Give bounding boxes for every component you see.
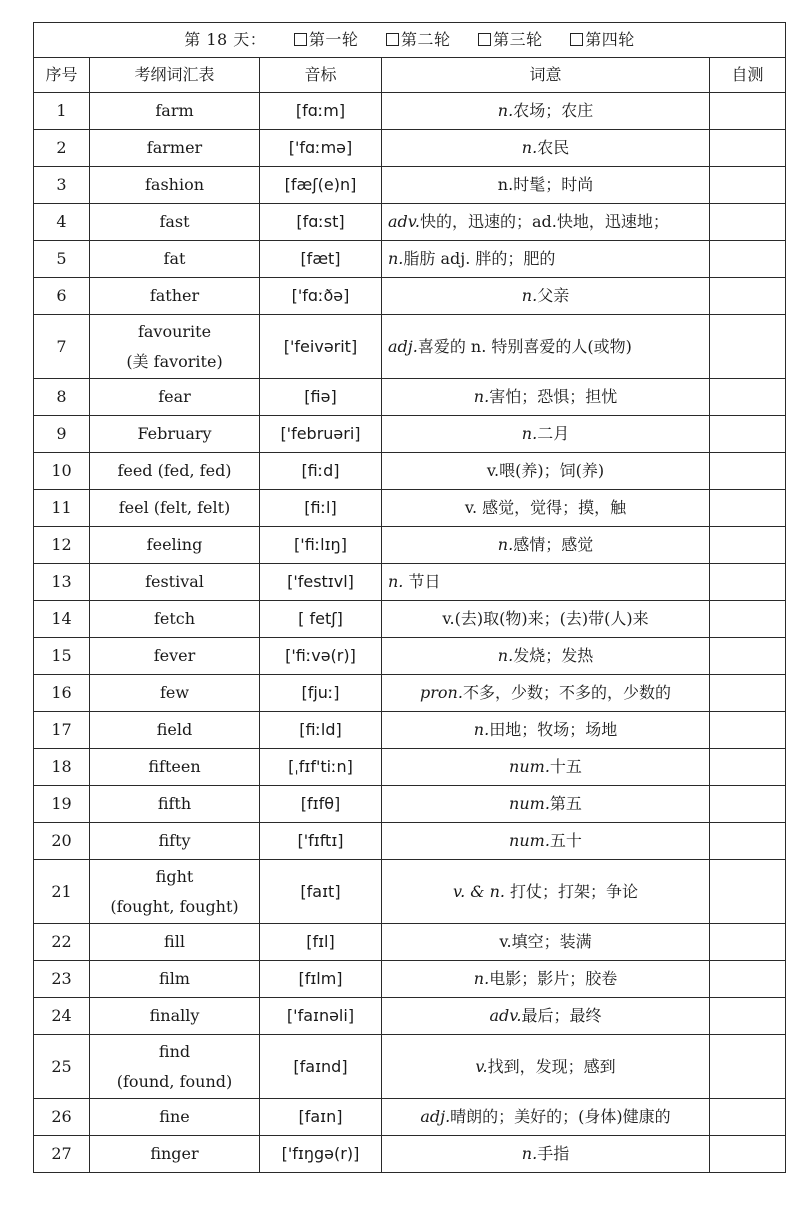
row-number: 6 xyxy=(34,278,90,315)
meaning-cell xyxy=(382,961,710,998)
row-number: 16 xyxy=(34,675,90,712)
self-test-cell[interactable] xyxy=(710,379,786,416)
word-cell xyxy=(90,379,260,416)
part-of-speech: n. xyxy=(473,387,490,406)
meaning-text: 节日 xyxy=(403,572,441,591)
phonetic-cell: [fɑːm] xyxy=(260,93,382,130)
day-header xyxy=(34,23,786,58)
self-test-cell[interactable] xyxy=(710,1035,786,1099)
meaning-cell xyxy=(382,998,710,1035)
word-text: favourite xyxy=(137,321,212,341)
meaning-text: n.时髦；时尚 xyxy=(497,175,594,194)
word-text: find xyxy=(158,1041,191,1061)
self-test-cell[interactable] xyxy=(710,490,786,527)
checkbox-icon xyxy=(386,33,399,46)
word-text: field xyxy=(156,720,193,739)
row-number: 1 xyxy=(34,93,90,130)
meaning-text: 最后；最终 xyxy=(521,1006,602,1025)
phonetic-cell: ['feivərit] xyxy=(260,315,382,379)
row-number: 4 xyxy=(34,204,90,241)
phonetic-cell: [ˌfɪf'tiːn] xyxy=(260,749,382,786)
part-of-speech: num. xyxy=(509,831,550,850)
meaning-cell xyxy=(382,93,710,130)
part-of-speech: n. xyxy=(521,1144,538,1163)
row-number: 3 xyxy=(34,167,90,204)
word-cell xyxy=(90,749,260,786)
round-4[interactable]: 第四轮 xyxy=(570,30,635,49)
self-test-cell[interactable] xyxy=(710,278,786,315)
table-row xyxy=(34,130,786,167)
phonetic-cell: [fiːld] xyxy=(260,712,382,749)
self-test-cell[interactable] xyxy=(710,527,786,564)
self-test-cell[interactable] xyxy=(710,712,786,749)
word-text: fifteen xyxy=(148,757,201,776)
word-text: finger xyxy=(150,1144,199,1163)
row-number: 23 xyxy=(34,961,90,998)
word-text: fetch xyxy=(153,609,196,628)
self-test-cell[interactable] xyxy=(710,416,786,453)
table-row xyxy=(34,527,786,564)
col-header-number: 序号 xyxy=(34,58,90,93)
row-number: 11 xyxy=(34,490,90,527)
row-number: 5 xyxy=(34,241,90,278)
part-of-speech: num. xyxy=(509,757,550,776)
part-of-speech: n. xyxy=(521,286,538,305)
meaning-cell xyxy=(382,749,710,786)
row-number: 15 xyxy=(34,638,90,675)
row-number: 2 xyxy=(34,130,90,167)
meaning-cell xyxy=(382,490,710,527)
word-text: feed (fed, fed) xyxy=(117,461,232,480)
word-text: finally xyxy=(149,1006,200,1025)
meaning-text: v. 感觉，觉得；摸，触 xyxy=(464,498,627,517)
part-of-speech: v. xyxy=(475,1056,488,1076)
row-number: 18 xyxy=(34,749,90,786)
self-test-cell[interactable] xyxy=(710,749,786,786)
col-header-phonetic: 音标 xyxy=(260,58,382,93)
self-test-cell[interactable] xyxy=(710,638,786,675)
phonetic-cell: [fjuː] xyxy=(260,675,382,712)
phonetic-cell: [fɪlm] xyxy=(260,961,382,998)
row-number: 21 xyxy=(34,860,90,924)
phonetic-cell: ['fɪŋgə(r)] xyxy=(260,1136,382,1173)
word-text: festival xyxy=(145,572,204,591)
phonetic-cell: [fiːd] xyxy=(260,453,382,490)
meaning-cell xyxy=(382,453,710,490)
phonetic-cell: ['fiːlɪŋ] xyxy=(260,527,382,564)
word-text: few xyxy=(159,683,190,702)
self-test-cell[interactable] xyxy=(710,167,786,204)
phonetic-cell: [fæʃ(e)n] xyxy=(260,167,382,204)
self-test-cell[interactable] xyxy=(710,564,786,601)
meaning-cell xyxy=(382,527,710,564)
word-text: fashion xyxy=(144,175,205,194)
row-number: 8 xyxy=(34,379,90,416)
table-row xyxy=(34,638,786,675)
part-of-speech: pron. xyxy=(420,683,463,702)
word-text: fine xyxy=(159,1107,190,1126)
self-test-cell[interactable] xyxy=(710,1099,786,1136)
table-row xyxy=(34,278,786,315)
word-cell xyxy=(90,675,260,712)
word-cell xyxy=(90,167,260,204)
phonetic-cell: ['festɪvl] xyxy=(260,564,382,601)
word-variant: (fought, fought) xyxy=(110,896,239,916)
meaning-text: 脂肪 adj. 胖的；肥的 xyxy=(403,249,556,268)
vocab-sheet xyxy=(33,22,785,1173)
part-of-speech: adv. xyxy=(489,1006,522,1025)
table-row xyxy=(34,823,786,860)
meaning-cell xyxy=(382,167,710,204)
row-number: 7 xyxy=(34,315,90,379)
word-text: film xyxy=(159,969,190,988)
word-cell xyxy=(90,860,260,924)
word-text: fifth xyxy=(157,794,192,813)
row-number: 20 xyxy=(34,823,90,860)
self-test-cell[interactable] xyxy=(710,924,786,961)
table-row xyxy=(34,749,786,786)
self-test-cell[interactable] xyxy=(710,93,786,130)
self-test-cell[interactable] xyxy=(710,961,786,998)
table-row xyxy=(34,675,786,712)
round-1[interactable]: 第一轮 xyxy=(294,30,359,49)
phonetic-cell: [fæt] xyxy=(260,241,382,278)
meaning-text: 发烧；发热 xyxy=(513,646,594,665)
row-number: 14 xyxy=(34,601,90,638)
checkbox-icon xyxy=(294,33,307,46)
table-row xyxy=(34,564,786,601)
meaning-text: 打仗；打架；争论 xyxy=(504,881,639,901)
phonetic-cell: [ fetʃ] xyxy=(260,601,382,638)
meaning-text: v.填空；装满 xyxy=(499,932,592,951)
word-cell xyxy=(90,1136,260,1173)
phonetic-cell: [faɪt] xyxy=(260,860,382,924)
row-number: 27 xyxy=(34,1136,90,1173)
word-text: February xyxy=(137,424,212,443)
word-variant: (found, found) xyxy=(116,1071,233,1091)
meaning-text: 十五 xyxy=(549,757,582,776)
part-of-speech: n. xyxy=(473,969,490,988)
word-cell xyxy=(90,490,260,527)
self-test-cell[interactable] xyxy=(710,241,786,278)
self-test-cell[interactable] xyxy=(710,453,786,490)
word-cell xyxy=(90,416,260,453)
table-row xyxy=(34,924,786,961)
meaning-cell xyxy=(382,379,710,416)
table-row xyxy=(34,490,786,527)
self-test-cell[interactable] xyxy=(710,315,786,379)
row-number: 24 xyxy=(34,998,90,1035)
meaning-text: 害怕；恐惧；担忧 xyxy=(489,387,618,406)
table-row xyxy=(34,204,786,241)
row-number: 25 xyxy=(34,1035,90,1099)
phonetic-cell: [fiə] xyxy=(260,379,382,416)
word-cell xyxy=(90,638,260,675)
meaning-cell xyxy=(382,1099,710,1136)
meaning-cell xyxy=(382,241,710,278)
table-row xyxy=(34,93,786,130)
word-cell xyxy=(90,712,260,749)
col-header-word: 考纲词汇表 xyxy=(90,58,260,93)
word-cell xyxy=(90,924,260,961)
row-number: 26 xyxy=(34,1099,90,1136)
meaning-text: 农场；农庄 xyxy=(513,101,594,120)
self-test-cell[interactable] xyxy=(710,860,786,924)
self-test-cell[interactable] xyxy=(710,204,786,241)
day-label: 第 18 天： xyxy=(184,30,267,49)
meaning-cell xyxy=(382,823,710,860)
word-text: fifty xyxy=(158,831,191,850)
word-cell xyxy=(90,564,260,601)
meaning-text: 电影；影片；胶卷 xyxy=(489,969,618,988)
table-row xyxy=(34,860,786,924)
table-row xyxy=(34,315,786,379)
meaning-cell xyxy=(382,601,710,638)
word-text: fill xyxy=(164,932,185,951)
part-of-speech: num. xyxy=(509,794,550,813)
table-row xyxy=(34,1099,786,1136)
word-text: fight xyxy=(155,866,194,886)
word-cell xyxy=(90,1035,260,1099)
meaning-cell xyxy=(382,130,710,167)
col-header-meaning: 词意 xyxy=(382,58,710,93)
word-text: fear xyxy=(158,387,191,406)
table-row xyxy=(34,1136,786,1173)
meaning-cell xyxy=(382,924,710,961)
meaning-text: 五十 xyxy=(549,831,582,850)
part-of-speech: n. xyxy=(497,646,514,665)
meaning-text: v.(去)取(物)来；(去)带(人)来 xyxy=(442,609,649,628)
meaning-text: 快的，迅速的；ad.快地，迅速地； xyxy=(420,212,669,231)
word-cell xyxy=(90,315,260,379)
round-3[interactable]: 第三轮 xyxy=(478,30,543,49)
part-of-speech: n. xyxy=(388,249,404,268)
meaning-cell xyxy=(382,416,710,453)
row-number: 22 xyxy=(34,924,90,961)
phonetic-cell: [fɪfθ] xyxy=(260,786,382,823)
row-number: 9 xyxy=(34,416,90,453)
meaning-cell xyxy=(382,860,710,924)
meaning-cell xyxy=(382,1136,710,1173)
meaning-text: 父亲 xyxy=(537,286,570,305)
meaning-text: 手指 xyxy=(537,1144,570,1163)
meaning-text: 晴朗的；美好的；(身体)健康的 xyxy=(450,1107,671,1126)
word-text: feel (felt, felt) xyxy=(118,498,231,517)
part-of-speech: n. xyxy=(388,572,404,591)
part-of-speech: v. & n. xyxy=(452,881,505,901)
meaning-text: 感情；感觉 xyxy=(513,535,594,554)
round-2[interactable]: 第二轮 xyxy=(386,30,451,49)
table-row xyxy=(34,961,786,998)
part-of-speech: n. xyxy=(497,535,514,554)
phonetic-cell: [faɪnd] xyxy=(260,1035,382,1099)
phonetic-cell: [faɪn] xyxy=(260,1099,382,1136)
self-test-cell[interactable] xyxy=(710,823,786,860)
row-number: 19 xyxy=(34,786,90,823)
word-text: fast xyxy=(159,212,190,231)
phonetic-cell: ['fɑːðə] xyxy=(260,278,382,315)
vocab-table xyxy=(33,22,786,1173)
word-text: farmer xyxy=(146,138,203,157)
part-of-speech: n. xyxy=(497,101,514,120)
word-text: fat xyxy=(163,249,186,268)
phonetic-cell: ['fɪftɪ] xyxy=(260,823,382,860)
word-cell xyxy=(90,241,260,278)
checkbox-icon xyxy=(478,33,491,46)
phonetic-cell: ['faɪnəli] xyxy=(260,998,382,1035)
word-cell xyxy=(90,823,260,860)
meaning-cell xyxy=(382,638,710,675)
meaning-cell xyxy=(382,315,710,379)
table-row xyxy=(34,601,786,638)
table-row xyxy=(34,416,786,453)
row-number: 10 xyxy=(34,453,90,490)
self-test-cell[interactable] xyxy=(710,1136,786,1173)
meaning-cell xyxy=(382,712,710,749)
word-cell xyxy=(90,961,260,998)
phonetic-cell: [fɑːst] xyxy=(260,204,382,241)
meaning-text: 不多，少数；不多的，少数的 xyxy=(462,683,671,702)
phonetic-cell: ['fɑːmə] xyxy=(260,130,382,167)
table-row xyxy=(34,786,786,823)
word-cell xyxy=(90,1099,260,1136)
table-row xyxy=(34,167,786,204)
part-of-speech: n. xyxy=(521,138,538,157)
meaning-cell xyxy=(382,204,710,241)
meaning-cell xyxy=(382,564,710,601)
self-test-cell[interactable] xyxy=(710,601,786,638)
word-text: father xyxy=(149,286,200,305)
word-cell xyxy=(90,130,260,167)
phonetic-cell: ['fiːvə(r)] xyxy=(260,638,382,675)
meaning-text: 农民 xyxy=(537,138,570,157)
word-text: fever xyxy=(153,646,196,665)
row-number: 17 xyxy=(34,712,90,749)
part-of-speech: adj. xyxy=(420,1107,451,1126)
meaning-cell xyxy=(382,786,710,823)
table-row xyxy=(34,453,786,490)
word-cell xyxy=(90,786,260,823)
word-text: farm xyxy=(155,101,194,120)
word-cell xyxy=(90,93,260,130)
meaning-cell xyxy=(382,1035,710,1099)
part-of-speech: n. xyxy=(521,424,538,443)
part-of-speech: adv. xyxy=(388,212,421,231)
word-cell xyxy=(90,998,260,1035)
phonetic-cell: [fɪl] xyxy=(260,924,382,961)
word-cell xyxy=(90,601,260,638)
word-cell xyxy=(90,527,260,564)
checkbox-icon xyxy=(570,33,583,46)
self-test-cell[interactable] xyxy=(710,786,786,823)
word-cell xyxy=(90,204,260,241)
meaning-text: 找到，发现；感到 xyxy=(487,1056,616,1076)
meaning-text: 第五 xyxy=(549,794,582,813)
part-of-speech: adj. xyxy=(388,336,418,356)
col-header-self-test: 自测 xyxy=(710,58,786,93)
meaning-text: 喜爱的 n. 特别喜爱的人(或物) xyxy=(417,336,632,356)
table-row xyxy=(34,712,786,749)
meaning-text: v.喂(养)；饲(养) xyxy=(486,461,605,480)
word-cell xyxy=(90,278,260,315)
table-row xyxy=(34,379,786,416)
meaning-text: 二月 xyxy=(537,424,570,443)
word-cell xyxy=(90,453,260,490)
word-variant: (美 favorite) xyxy=(126,351,223,371)
self-test-cell[interactable] xyxy=(710,130,786,167)
phonetic-cell: [fiːl] xyxy=(260,490,382,527)
table-row xyxy=(34,998,786,1035)
row-number: 13 xyxy=(34,564,90,601)
self-test-cell[interactable] xyxy=(710,675,786,712)
table-row xyxy=(34,241,786,278)
part-of-speech: n. xyxy=(473,720,490,739)
table-row xyxy=(34,1035,786,1099)
meaning-text: 田地；牧场；场地 xyxy=(489,720,618,739)
meaning-cell xyxy=(382,278,710,315)
word-text: feeling xyxy=(146,535,203,554)
phonetic-cell: ['februəri] xyxy=(260,416,382,453)
self-test-cell[interactable] xyxy=(710,998,786,1035)
row-number: 12 xyxy=(34,527,90,564)
meaning-cell xyxy=(382,675,710,712)
